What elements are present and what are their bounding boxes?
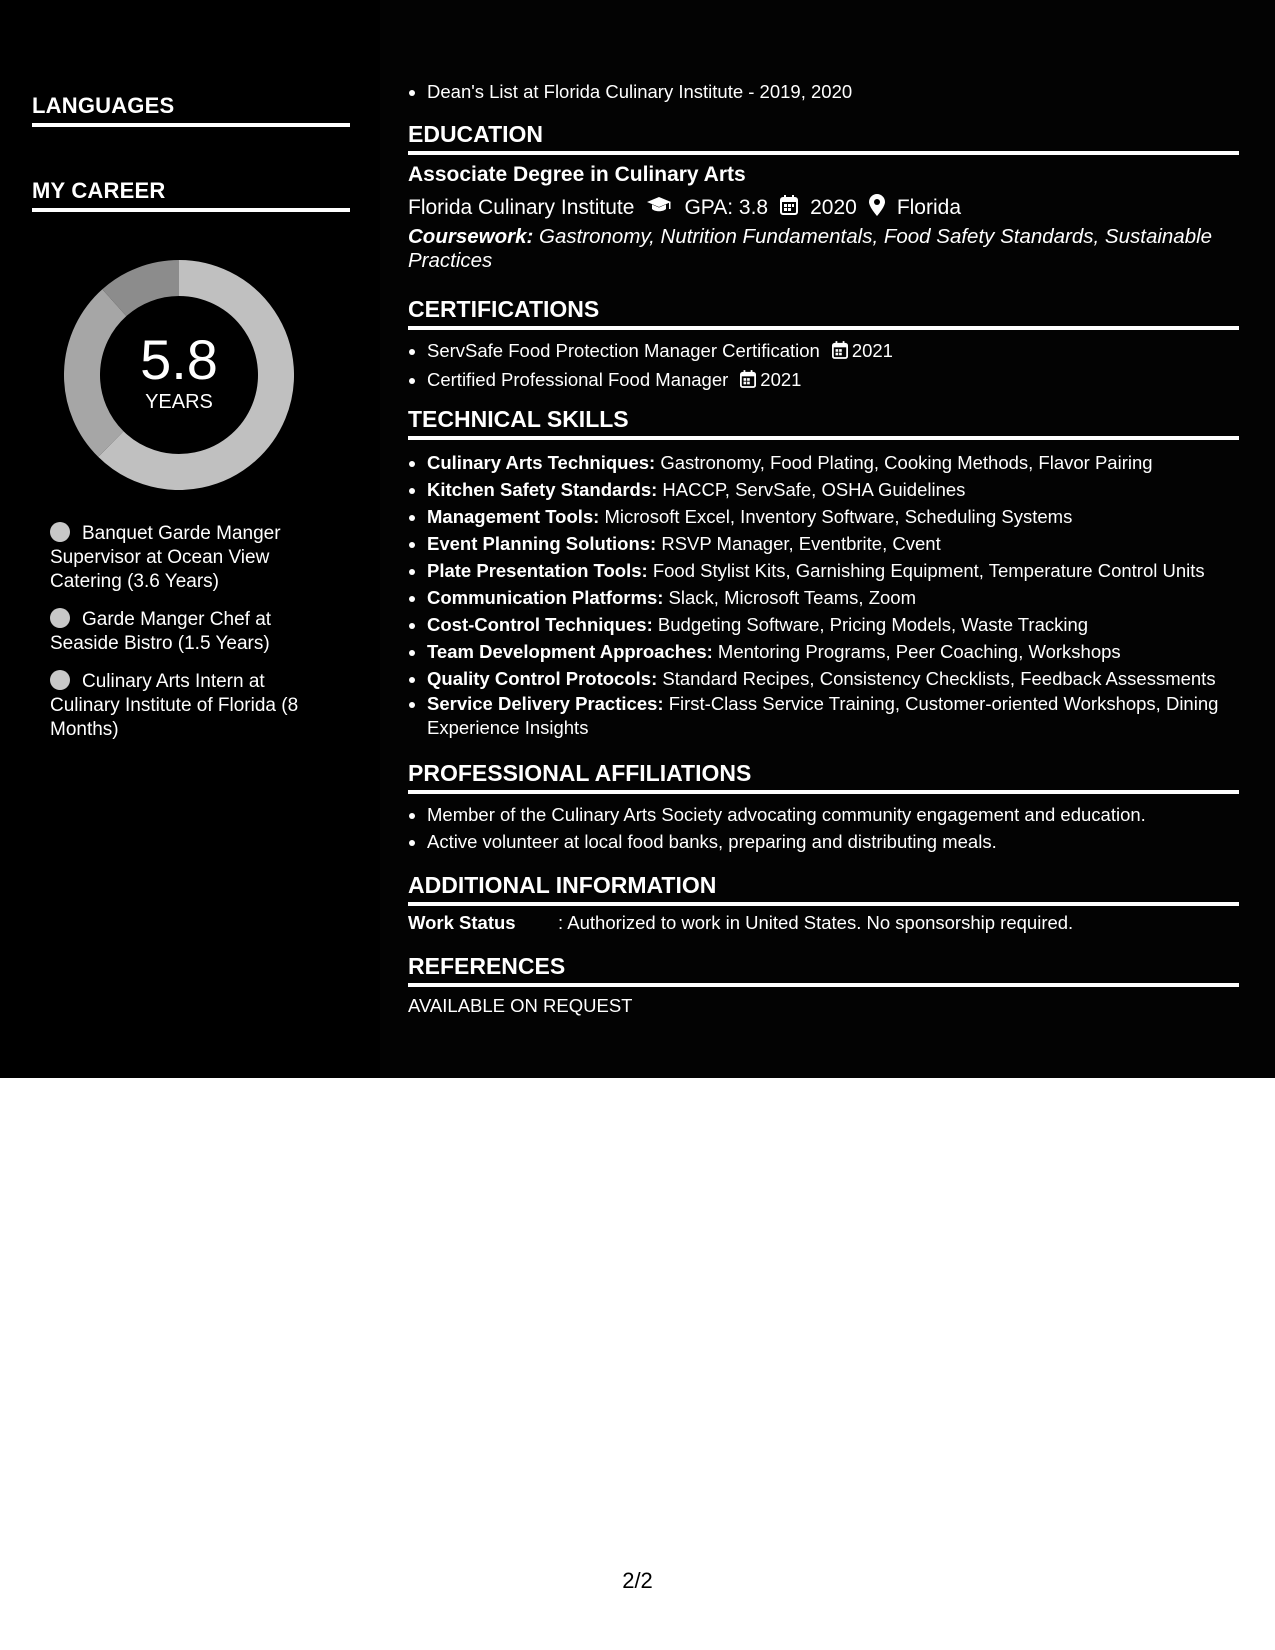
career-donut-chart [64,260,294,490]
certification-year: 2021 [760,369,802,390]
skill-text: RSVP Manager, Eventbrite, Cvent [656,533,941,554]
certification-item [427,337,1258,366]
work-status-row [408,912,1073,934]
certification-item [427,366,1258,395]
references-heading: REFERENCES [408,953,1239,987]
skill-text: Microsoft Excel, Inventory Software, Scheduling Systems [599,506,1073,527]
graduation-cap-icon [646,196,672,220]
skill-label: Kitchen Safety Standards: [427,479,658,500]
career-item-text: Garde Manger Chef at Seaside Bistro (1.5 Years) [50,609,272,654]
career-item [50,608,320,656]
certification-year: 2021 [851,340,893,361]
education-details [408,194,961,222]
skill-item [427,449,1258,476]
skill-item [427,638,1258,665]
skill-label: Cost-Control Techniques: [427,614,653,635]
career-item-text: Banquet Garde Manger Supervisor at Ocean View Catering (3.6 Years) [50,523,281,592]
career-total-value: 5.8 [140,327,218,391]
career-heading: MY CAREER [32,178,350,212]
coursework-text: Gastronomy, Nutrition Fundamentals, Food Safety Standards, Sustainable Practices [408,225,1213,272]
page-number: 2/2 [622,1568,653,1593]
skill-text: Budgeting Software, Pricing Models, Waste Tracking [652,614,1089,635]
skill-label: Service Delivery Practices: [427,693,664,714]
awards-list [408,78,1258,105]
skill-text: Slack, Microsoft Teams, Zoom [663,587,916,608]
education-heading: EDUCATION [408,121,1239,155]
skill-item [427,503,1258,530]
coursework-label: Coursework: [408,225,534,248]
additional-info-heading: ADDITIONAL INFORMATION [408,872,1239,906]
bullet-dot-icon [50,522,70,542]
certification-name: ServSafe Food Protection Manager Certification [427,340,820,361]
skill-label: Event Planning Solutions: [427,533,657,554]
bullet-dot-icon [50,608,70,628]
education-location: Florida [896,196,962,219]
skill-text: Mentoring Programs, Peer Coaching, Workshops [712,641,1121,662]
skill-label: Team Development Approaches: [427,641,713,662]
work-status-label: Work Status [408,912,516,933]
skill-text: Standard Recipes, Consistency Checklists, Feedback Assessments [657,668,1216,689]
certification-name: Certified Professional Food Manager [427,369,729,390]
affiliations-heading: PROFESSIONAL AFFILIATIONS [408,760,1239,794]
skill-item [427,476,1258,503]
skill-text: Gastronomy, Food Plating, Cooking Methods, Flavor Pairing [655,452,1153,473]
skill-item [427,611,1258,638]
sidebar [0,0,380,1078]
skill-label: Plate Presentation Tools: [427,560,648,581]
location-pin-icon [869,194,885,222]
certifications-heading: CERTIFICATIONS [408,296,1239,330]
career-item [50,522,320,594]
skill-item [427,557,1258,584]
calendar-icon [780,195,798,221]
career-list [50,522,320,756]
affiliation-item: • Member of the Culinary Arts Society advocating community engagement and education. [427,801,1258,828]
affiliation-item: • Active volunteer at local food banks, preparing and distributing meals. [427,828,1258,855]
calendar-icon [832,339,848,366]
education-coursework [408,225,1228,273]
education-school: Florida Culinary Institute [408,196,635,219]
bullet-dot-icon [50,670,70,690]
skills-heading: TECHNICAL SKILLS [408,406,1239,440]
calendar-icon [740,368,756,395]
skill-label: Management Tools: [427,506,600,527]
skill-label: Culinary Arts Techniques: [427,452,656,473]
skill-text: Food Stylist Kits, Garnishing Equipment, Temperature Control Units [647,560,1205,581]
certifications-list [408,337,1258,395]
education-year: 2020 [810,196,857,219]
education-degree: Associate Degree in Culinary Arts [408,163,746,186]
career-item-text: Culinary Arts Intern at Culinary Institute of Florida (8 Months) [50,671,299,740]
references-text: AVAILABLE ON REQUEST [408,995,633,1016]
education-gpa: GPA: 3.8 [684,196,769,219]
skill-label: Communication Platforms: [427,587,664,608]
languages-heading: LANGUAGES [32,93,350,127]
skill-item [427,665,1258,692]
skills-list [408,449,1258,740]
career-item [50,670,320,742]
skill-label: Quality Control Protocols: [427,668,658,689]
award-item: • Dean's List at Florida Culinary Institute - 2019, 2020 [427,78,1258,105]
skill-item [427,584,1258,611]
skill-item [427,692,1258,740]
skill-text: First-Class Service Training, Customer-oriented Workshops, Dining Experience Insights [427,693,1219,738]
skill-text: HACCP, ServSafe, OSHA Guidelines [657,479,966,500]
career-total [64,260,294,490]
skill-item [427,530,1258,557]
career-total-unit: YEARS [145,390,213,413]
work-status-value: : Authorized to work in United States. No sponsorship required. [558,912,1074,933]
affiliations-list [408,801,1258,855]
